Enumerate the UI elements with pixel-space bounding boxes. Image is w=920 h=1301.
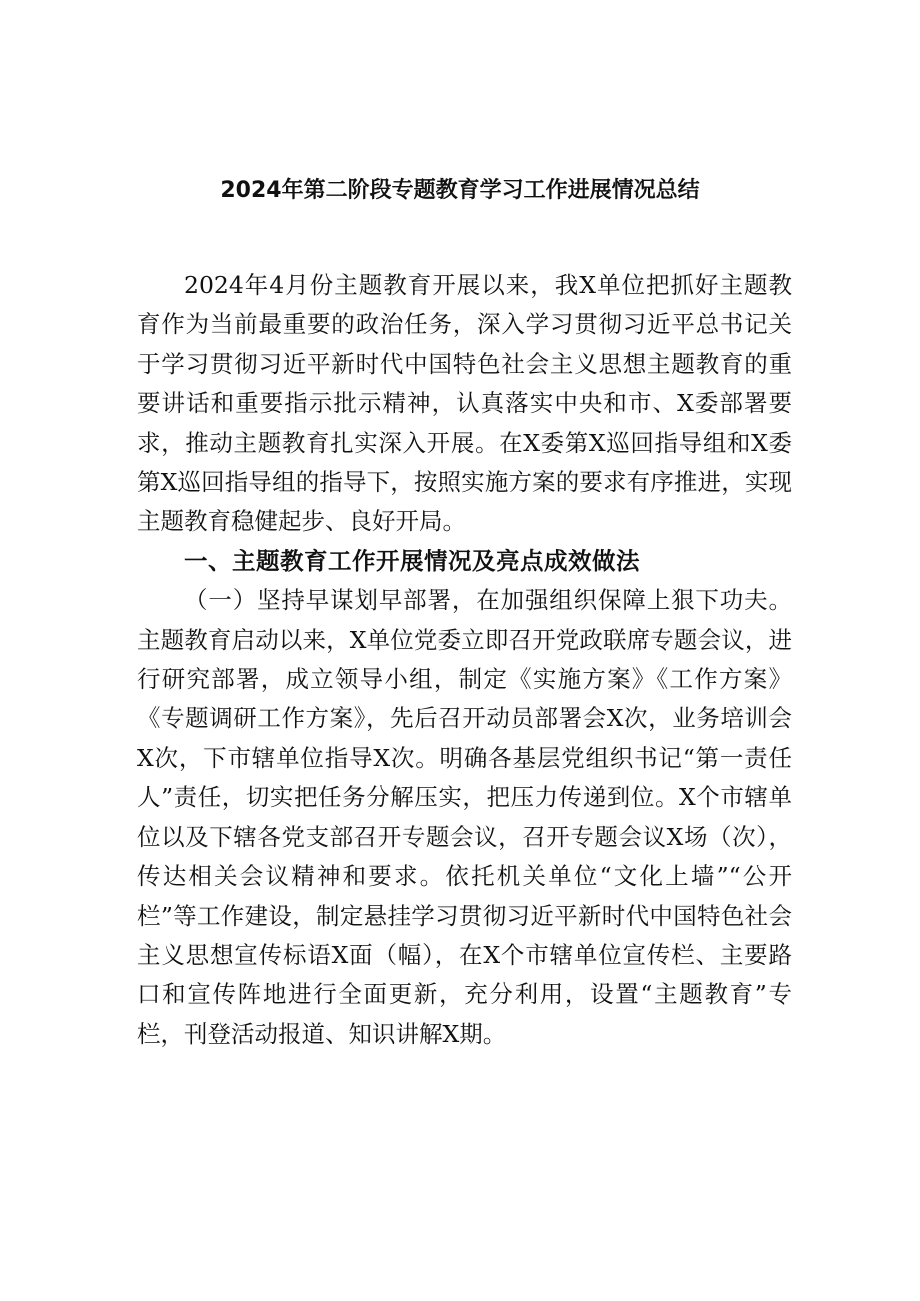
document-body: [137, 266, 792, 1054]
section-paragraph: （一）坚持早谋划早部署，在加强组织保障上狠下功夫。主题教育启动以来，X单位党委立即召开党政联席专题会议，进行研究部署，成立领导小组，制定《实施方案》《工作方案》《专题调研工作方案》，先后召开动员部署会X次，业务培训会X次，下市辖单位指导X次。明确各基层党组织书记“第一责任人”责任，切实把任务分解压实，把压力传递到位。X个市辖单位以及下辖各党支部召开专题会议，召开专题会议X场（次），传达相关会议精神和要求。依托机关单位“文化上墙”“公开栏”等工作建设，制定悬挂学习贯彻习近平新时代中国特色社会主义思想宣传标语X面（幅），在X个市辖单位宣传栏、主要路口和宣传阵地进行全面更新，充分利用，设置“主题教育”专栏，刊登活动报道、知识讲解X期。: [137, 586, 792, 1048]
document-title: 2024年第二阶段专题教育学习工作进展情况总结: [220, 178, 700, 203]
intro-paragraph: 2024年4月份主题教育开展以来，我X单位把抓好主题教育作为当前最重要的政治任务，深入学习贯彻习近平总书记关于学习贯彻习近平新时代中国特色社会主义思想主题教育的重要讲话和重要指示批示精神，认真落实中央和市、X委部署要求，推动主题教育扎实深入开展。在X委第X巡回指导组和X委第X巡回指导组的指导下，按照实施方案的要求有序推进，实现主题教育稳健起步、良好开局。: [137, 271, 792, 536]
section-heading: 一、主题教育工作开展情况及亮点成效做法: [184, 546, 640, 575]
